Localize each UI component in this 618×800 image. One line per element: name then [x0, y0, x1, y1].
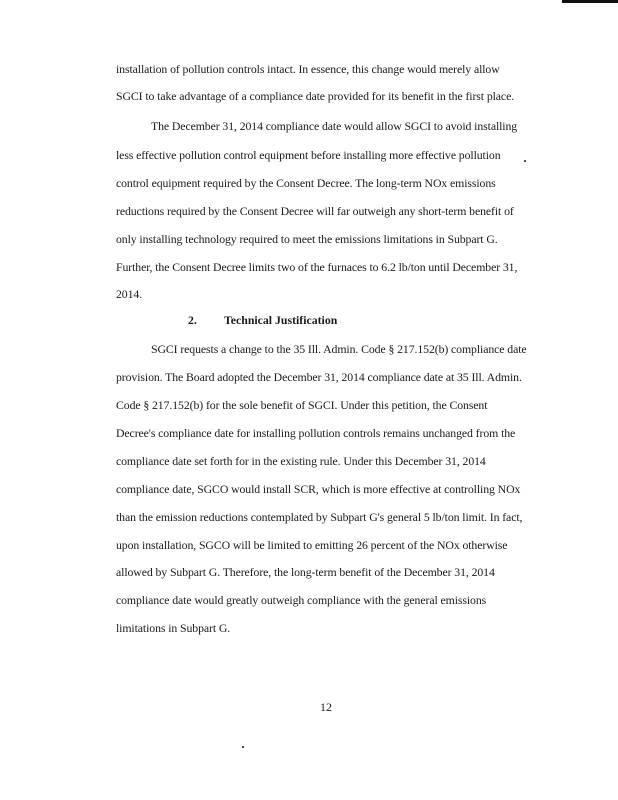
body-text-line: than the emission reductions contemplated by Subpart G's general 5 lb/ton limit. In fact,: [116, 510, 523, 524]
body-text-line: Decree's compliance date for installing pollution controls remains unchanged from the: [116, 426, 516, 440]
body-text-line: Further, the Consent Decree limits two of the furnaces to 6.2 lb/ton until December 31,: [116, 260, 518, 274]
body-text-line: only installing technology required to meet the emissions limitations in Subpart G.: [116, 232, 498, 246]
body-text-line: allowed by Subpart G. Therefore, the long-term benefit of the December 31, 2014: [116, 565, 495, 579]
body-text-line: reductions required by the Consent Decree will far outweigh any short-term benefit of: [116, 204, 514, 218]
body-text-line: compliance date, SGCO would install SCR, which is more effective at controlling NOx: [116, 482, 521, 496]
body-text-line: Code § 217.152(b) for the sole benefit of SGCI. Under this petition, the Consent: [116, 398, 488, 412]
body-text-line: compliance date would greatly outweigh compliance with the general emissions: [116, 593, 487, 607]
body-text-line: 2014.: [116, 287, 143, 301]
body-text-line: compliance date set forth for in the existing rule. Under this December 31, 2014: [116, 454, 486, 468]
body-text-line: limitations in Subpart G.: [116, 621, 231, 635]
body-text-line: provision. The Board adopted the December 31, 2014 compliance date at 35 Ill. Admin.: [116, 370, 522, 384]
body-text-line: less effective pollution control equipment before installing more effective pollution: [116, 148, 501, 162]
body-text-line: upon installation, SGCO will be limited to emitting 26 percent of the NOx otherwise: [116, 538, 508, 552]
body-text-line: control equipment required by the Consent Decree. The long-term NOx emissions: [116, 176, 496, 190]
body-text-line: installation of pollution controls intact. In essence, this change would merely allow: [116, 62, 500, 76]
body-text-line: The December 31, 2014 compliance date would allow SGCI to avoid installing: [151, 119, 518, 133]
scan-corner-mark: [562, 0, 618, 3]
section-heading: Technical Justification: [224, 313, 338, 327]
section-number: 2.: [188, 313, 197, 327]
body-text-line: SGCI requests a change to the 35 Ill. Admin. Code § 217.152(b) compliance date: [151, 342, 527, 356]
page-number: 12: [320, 700, 332, 714]
body-text-line: SGCI to take advantage of a compliance date provided for its benefit in the first place.: [116, 89, 515, 103]
scan-speck: [524, 160, 526, 162]
scan-speck: [242, 746, 244, 748]
